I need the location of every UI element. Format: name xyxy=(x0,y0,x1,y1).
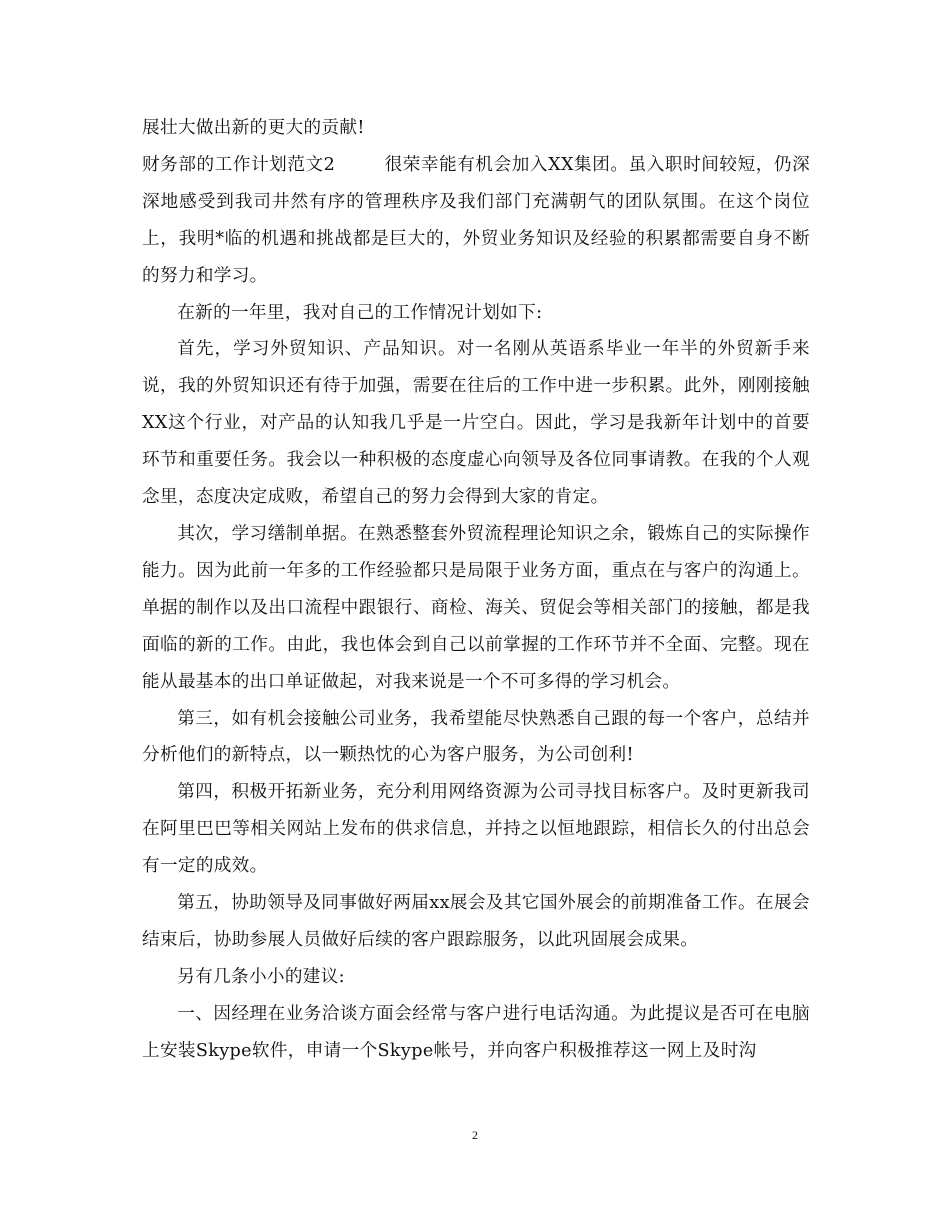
paragraph-8 xyxy=(142,885,810,959)
paragraph-6 xyxy=(142,701,810,775)
paragraph-text: 在新的一年里，我对自己的工作情况计划如下: xyxy=(177,302,543,323)
paragraph-1 xyxy=(142,110,810,147)
paragraph-9 xyxy=(142,959,810,996)
paragraph-4 xyxy=(142,331,810,516)
paragraph-text: 另有几条小小的建议: xyxy=(177,966,345,987)
paragraph-text: 很荣幸能有机会加入XX集团。虽入职时间较短，仍深深地感受到我司井然有序的管理秩序及我们部门充满朝气的团队氛围。在这个岗位上，我明*临的机遇和挑战都是巨大的，外贸业务知识及经验的积累都需要自身不断的努力和学习。 xyxy=(142,154,811,286)
document-body xyxy=(142,110,810,1070)
paragraph-3 xyxy=(142,295,810,332)
paragraph-text: 第五，协助领导及同事做好两届xx展会及其它国外展会的前期准备工作。在展会结束后，协助参展人员做好后续的客户跟踪服务，以此巩固展会成果。 xyxy=(142,893,810,950)
paragraph-text: 一、因经理在业务洽谈方面会经常与客户进行电话沟通。为此提议是否可在电脑上安装Skype软件，申请一个Skype帐号，并向客户积极推荐这一网上及时沟 xyxy=(142,1003,810,1061)
paragraph-10 xyxy=(142,996,810,1070)
paragraph-text: 第四，积极开拓新业务，充分利用网络资源为公司寻找目标客户。及时更新我司在阿里巴巴等相关网站上发布的供求信息，并持之以恒地跟踪，相信长久的付出总会有一定的成效。 xyxy=(142,782,810,877)
section-title: 财务部的工作计划范文2 xyxy=(142,154,336,175)
paragraph-7 xyxy=(142,774,810,885)
paragraph-text: 展壮大做出新的更大的贡献! xyxy=(142,118,365,138)
paragraph-2 xyxy=(142,147,810,295)
paragraph-text: 第三，如有机会接触公司业务，我希望能尽快熟悉自己跟的每一个客户，总结并分析他们的新特点，以一颗热忱的心为客户服务，为公司创利! xyxy=(142,708,810,766)
paragraph-text: 其次，学习缮制单据。在熟悉整套外贸流程理论知识之余，锻炼自己的实际操作能力。因为此前一年多的工作经验都只是局限于业务方面，重点在与客户的沟通上。单据的制作以及出口流程中跟银行、商检、海关、贸促会等相关部门的接触，都是我面临的新的工作。由此，我也体会到自己以前掌握的工作环节并不全面、完整。现在能从最基本的出口单证做起，对我来说是一个不可多得的学习机会。 xyxy=(142,523,810,692)
page-number: 2 xyxy=(472,1128,478,1142)
paragraph-text: 首先，学习外贸知识、产品知识。对一名刚从英语系毕业一年半的外贸新手来说，我的外贸知识还有待于加强，需要在往后的工作中进一步积累。此外，刚刚接触XX这个行业，对产品的认知我几乎是一片空白。因此，学习是我新年计划中的首要环节和重要任务。我会以一种积极的态度虚心向领导及各位同事请教。在我的个人观念里，态度决定成败，希望自己的努力会得到大家的肯定。 xyxy=(142,339,810,508)
paragraph-5 xyxy=(142,516,810,701)
